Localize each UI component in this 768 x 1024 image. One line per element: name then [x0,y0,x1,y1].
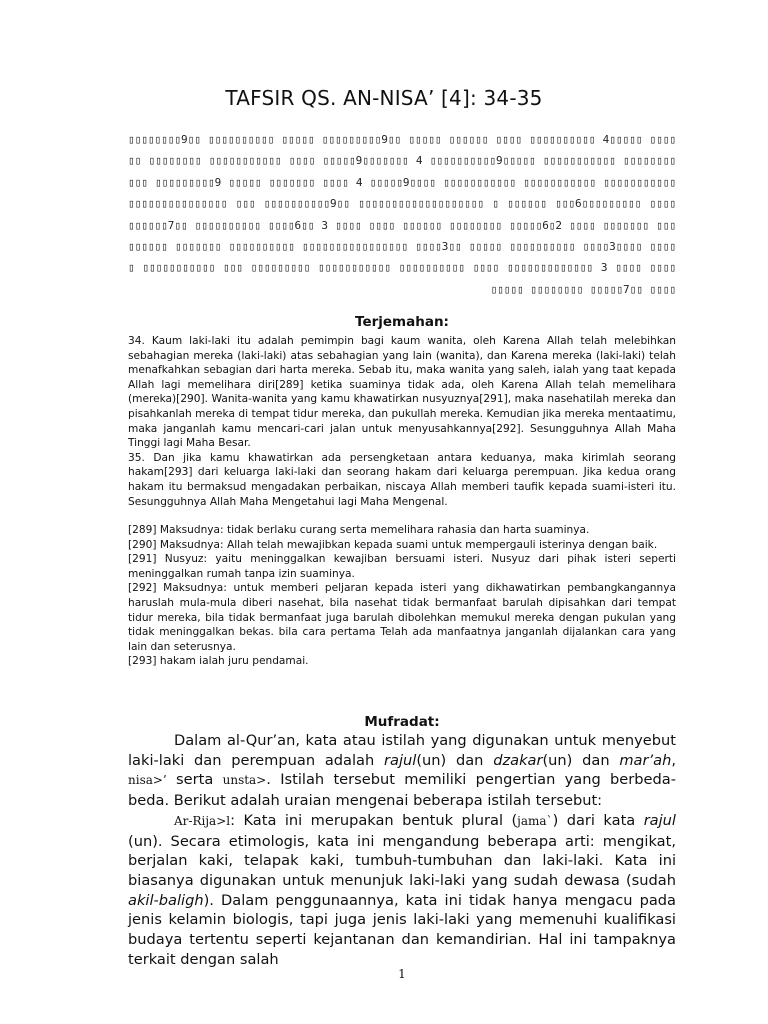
translation-verse-35: 35. Dan jika kamu khawatirkan ada persengketaan antara keduanya, maka kirimlah seorang hakam[293] dari keluarga laki-laki dan seorang hakam dari keluarga perempuan. Jika kedua orang hakam itu bermaksud mengadakan perbaikan, niscaya Allah memberi taufik kepada suami-isteri itu. Sesungguhnya Allah Maha Mengetahui lagi Maha Mengenal. [128,451,676,508]
mufradat-paragraph-1 [128,731,676,811]
text-run: Dalam al-Qur’an, kata atau istilah yang digunakan untuk menyebut laki-laki dan perempuan adalah [128,732,676,769]
text-run: . Istilah tersebut memiliki pengertian yang berbeda-beda. Berikut adalah uraian mengenai beberapa istilah tersebut: [128,771,676,810]
footnote-292: [292] Maksudnya: untuk memberi peljaran kepada isteri yang dikhawatirkan pembangkangannya haruslah mula-mula diberi nasehat, bila nasehat tidak bermanfaat barulah dipisahkan dari tempat tidur mereka, bila tidak bermanfaat juga barulah dibolehkan memukul mereka dengan pukulan yang tidak meninggalkan bekas. bila cara pertama Telah ada manfaatnya janganlah dijalankan cara yang lain dan seterusnya. [128,582,676,653]
text-run: (un). Secara etimologis, kata ini mengandung beberapa arti: mengikat, berjalan kaki, telapak kaki, tumbuh-tumbuhan dan laki-laki. Kata ini biasanya digunakan untuk menunjuk laki-laki yang sudah dewasa (sudah [128,832,676,889]
arabic-verse-text: ▯▯▯▯▯▯▯▯9▯▯ ▯▯▯▯▯▯▯▯▯▯ ▯▯▯▯▯ ▯▯▯▯▯▯▯▯▯9▯▯ ▯▯▯▯▯ ▯▯▯▯▯▯ ▯▯▯▯ ▯▯▯▯▯▯▯▯▯▯ 4▯▯▯▯▯ ▯▯▯▯▯▯ ▯▯▯▯▯▯▯▯ ▯▯▯▯▯▯▯▯▯▯▯ ▯▯▯▯ ▯▯▯▯▯9▯▯▯▯▯▯▯ 4 ▯▯▯▯▯▯▯▯▯▯9▯▯▯▯▯ ▯▯▯▯▯▯▯▯▯▯▯ ▯▯▯▯▯▯▯▯▯▯▯ ▯▯▯▯▯▯▯▯▯9 ▯▯▯▯▯ ▯▯▯▯▯▯▯ ▯▯▯▯ 4 ▯▯▯▯▯9▯▯▯▯ ▯▯▯▯▯▯▯▯▯▯▯ ▯▯▯▯▯▯▯▯▯▯▯ ▯▯▯▯▯▯▯▯▯▯▯ ▯▯▯▯▯▯▯▯▯▯▯▯▯▯▯ ▯▯▯ ▯▯▯▯▯▯▯▯▯▯9▯▯ ▯▯▯▯▯▯▯▯▯▯▯▯▯▯▯▯▯▯▯ ▯ ▯▯▯▯▯▯ ▯▯▯6▯▯▯▯▯▯▯▯▯ ▯▯▯▯ ▯▯▯▯▯▯7▯▯ ▯▯▯▯▯▯▯▯▯▯ ▯▯▯▯6▯▯ 3 ▯▯▯▯ ▯▯▯▯ ▯▯▯▯▯▯ ▯▯▯▯▯▯▯▯ ▯▯▯▯▯6▯2 ▯▯▯▯ ▯▯▯▯▯▯▯ ▯▯▯▯▯▯▯▯▯ ▯▯▯▯▯▯▯ ▯▯▯▯▯▯▯▯▯▯ ▯▯▯▯▯▯▯▯▯▯▯▯▯▯▯▯ ▯▯▯▯3▯▯ ▯▯▯▯▯ ▯▯▯▯▯▯▯▯▯▯ ▯▯▯▯3▯▯▯▯ ▯▯▯▯▯ ▯▯▯▯▯▯▯▯▯▯▯ ▯▯▯ ▯▯▯▯▯▯▯▯▯ ▯▯▯▯▯▯▯▯▯▯▯ ▯▯▯▯▯▯▯▯▯▯ ▯▯▯▯ ▯▯▯▯▯▯▯▯▯▯▯▯▯ 3 ▯▯▯▯ ▯▯▯▯ ▯▯▯▯▯ ▯▯▯▯▯▯▯▯ ▯▯▯▯▯7▯▯ ▯▯▯▯ [128,133,676,296]
footnote-290: [290] Maksudnya: Allah telah mewajibkan kepada suami untuk mempergauli isterinya dengan baik. [128,538,658,551]
text-run: ). Dalam penggunaannya, kata ini tidak hanya mengacu pada jenis kelamin biologis, tapi juga jenis laki-laki yang memenuhi kualifikasi budaya tertentu seperti kejantanan dan kemandirian. Hal ini tampaknya terkait dengan salah [128,891,676,968]
term-rajul: rajul [643,811,676,829]
footnote-293: [293] hakam ialah juru pendamai. [128,655,309,668]
footnotes-block [128,523,676,669]
term-jama: jama` [517,813,553,828]
text-run: (un) dan [416,751,494,769]
term-unsta: unsta> [222,773,267,788]
text-run: : Kata ini merupakan bentuk plural ( [230,811,518,829]
term-rajul: rajul [384,751,417,769]
term-akil-baligh: akil-baligh [128,891,204,909]
term-nisa: nisa>’ [128,773,167,788]
term-dzakar: dzakar [493,751,543,769]
footnote-291: [291] Nusyuz: yaitu meninggalkan kewajiban bersuami isteri. Nusyuz dari pihak isteri seperti meninggalkan rumah tanpa izin suaminya. [128,553,676,580]
text-run: ) dari kata [552,811,644,829]
mufradat-body [128,731,676,969]
term-marah: mar’ah [619,751,672,769]
translation-verse-34: 34. Kaum laki-laki itu adalah pemimpin bagi kaum wanita, oleh Karena Allah telah melebihkan sebahagian mereka (laki-laki) atas sebahagian yang lain (wanita), dan Karena mereka (laki-laki) telah menafkahkan sebagian dari harta mereka. Sebab itu, maka wanita yang saleh, ialah yang taat kepada Allah lagi memelihara diri[289] ketika suaminya tidak ada, oleh Karena Allah telah memelihara (mereka)[290]. Wanita-wanita yang kamu khawatirkan nusyuznya[291], maka nasehatilah mereka dan pisahkanlah mereka di tempat tidur mereka, dan pukullah mereka. Kemudian jika mereka mentaatimu, maka janganlah kamu mencari-cari jalan untuk menyusahkannya[292]. Sesungguhnya Allah Maha Tinggi lagi Maha Besar. [128,335,676,450]
translation-block [128,334,676,509]
page-title: TAFSIR QS. AN-NISA’ [4]: 34-35 [225,86,543,110]
term-ar-rijal: Ar-Rija>l [174,813,231,828]
footnote-289: [289] Maksudnya: tidak berlaku curang serta memelihara rahasia dan harta suaminya. [128,524,590,536]
mufradat-paragraph-2 [128,811,676,970]
terjemahan-heading: Terjemahan: [355,314,449,330]
text-run: , [671,751,676,769]
text-run: serta [166,771,223,789]
page-number: 1 [398,967,406,981]
mufradat-heading: Mufradat: [364,714,440,730]
text-run: (un) dan [542,751,620,769]
